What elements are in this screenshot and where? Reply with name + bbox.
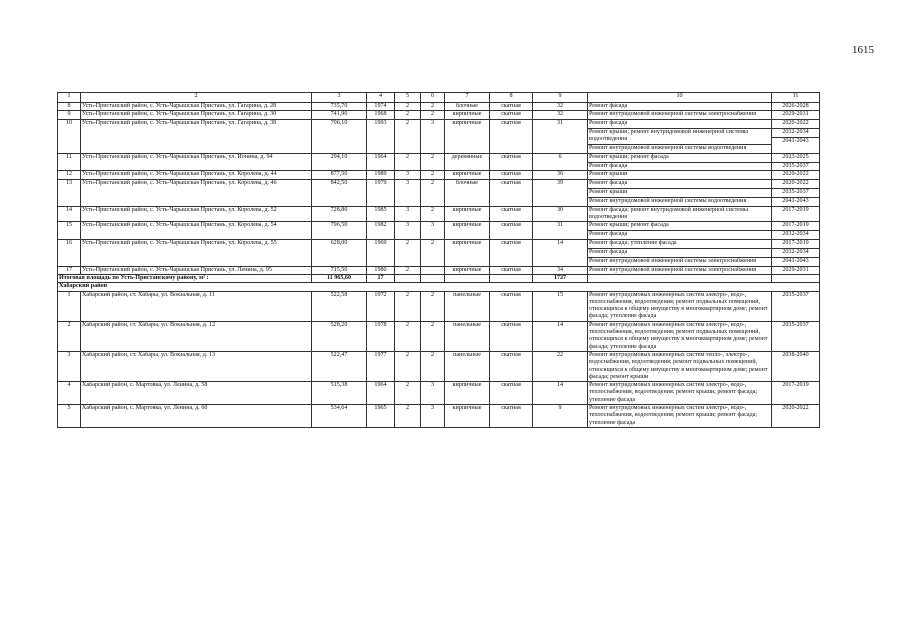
repair-period: 2038-2040 bbox=[782, 351, 809, 358]
residents-count: 14 bbox=[533, 239, 588, 266]
total-count: 17 bbox=[367, 274, 395, 282]
repair-work: Ремонт внутридомовых инженерных систем электро-, водо-, теплоснабжения, водоотведения; ремонт подвальных помещений, относящихся к общему имуществу в многоквартирном доме; ремонт фасада; утепление фасада bbox=[589, 321, 768, 350]
roof-type: скатная bbox=[490, 222, 533, 240]
table-row bbox=[58, 266, 820, 274]
building-area: 741,90 bbox=[312, 111, 367, 119]
building-address: Усть-Пристанский район, с. Усть-Чарышская Пристань, ул. Королева, д. 46 bbox=[81, 179, 312, 206]
roof-type: скатная bbox=[490, 153, 533, 171]
repair-period: 2020-2022 bbox=[782, 404, 809, 411]
building-address: Усть-Пристанский район, с. Усть-Чарышская Пристань, ул. Королева, д. 54 bbox=[81, 222, 312, 240]
repair-period-cell bbox=[772, 404, 820, 427]
build-year: 1977 bbox=[367, 351, 395, 381]
entrances-count: 2 bbox=[421, 291, 445, 321]
wall-material: деревянные bbox=[445, 153, 490, 171]
row-number: 16 bbox=[58, 239, 81, 266]
table-row bbox=[58, 111, 820, 119]
row-number: 11 bbox=[58, 153, 81, 171]
floors-count: 2 bbox=[395, 119, 421, 153]
repair-period-cell bbox=[772, 179, 820, 206]
table-row bbox=[58, 103, 820, 111]
wall-material: кирпичные bbox=[445, 206, 490, 222]
repair-period: 2023-2025 bbox=[782, 153, 809, 160]
column-header: 11 bbox=[772, 93, 820, 103]
entrances-count: 3 bbox=[421, 404, 445, 427]
repair-work: Ремонт внутридомовой инженерной системы электроснабжения bbox=[588, 257, 771, 265]
roof-type: скатная bbox=[490, 111, 533, 119]
repair-period-cell bbox=[772, 382, 820, 405]
repair-work: Ремонт внутридомовых инженерных систем тепло-, электро-, водоснабжения, водоотведения; ремонт подвальных помещений, относящихся к общему имуществу в многоквартирном доме; ремонт фасада; ремонт крыши bbox=[589, 351, 768, 380]
build-year: 1993 bbox=[367, 119, 395, 153]
building-address: Хабарский район, с. Мартовка, ул. Ленина, д. 60 bbox=[81, 404, 312, 427]
residents-count: 34 bbox=[533, 266, 588, 274]
repair-works-cell bbox=[588, 222, 772, 240]
repair-works-cell bbox=[588, 404, 772, 427]
row-number: 2 bbox=[58, 321, 81, 351]
entrances-count: 2 bbox=[421, 351, 445, 381]
repair-work: Ремонт внутридомовой инженерной системы электроснабжения bbox=[589, 111, 757, 118]
build-year: 1980 bbox=[367, 266, 395, 274]
wall-material: блочные bbox=[445, 103, 490, 111]
building-area: 796,50 bbox=[312, 222, 367, 240]
floors-count: 2 bbox=[395, 111, 421, 119]
district-name: Хабарский район bbox=[58, 283, 820, 291]
repair-work: Ремонт фасада; ремонт внутридомовой инженерной системы водоотведения bbox=[589, 206, 748, 220]
roof-type: скатная bbox=[490, 351, 533, 381]
table-row bbox=[58, 179, 820, 206]
repair-period: 2029-2031 bbox=[782, 266, 809, 273]
wall-material: панельные bbox=[445, 351, 490, 381]
repair-work: Ремонт внутридомовых инженерных систем электро-, водо-, теплоснабжения, водоотведения; ремонт подвальных помещений, относящихся к общему имуществу в многоквартирном доме; ремонт фасада; утепление фасада bbox=[589, 291, 768, 320]
repair-work: Ремонт фасада bbox=[588, 162, 771, 170]
repair-works-cell bbox=[588, 351, 772, 381]
roof-type: скатная bbox=[490, 321, 533, 351]
table-row bbox=[58, 404, 820, 427]
column-header: 5 bbox=[395, 93, 421, 103]
residents-count: 31 bbox=[533, 222, 588, 240]
residents-count: 30 bbox=[533, 206, 588, 222]
table-row bbox=[58, 222, 820, 240]
floors-count: 3 bbox=[395, 222, 421, 240]
floors-count: 2 bbox=[395, 382, 421, 405]
repair-period-cell bbox=[772, 119, 820, 153]
entrances-count: 2 bbox=[421, 321, 445, 351]
repair-work: Ремонт фасада bbox=[589, 119, 628, 126]
repair-work: Ремонт внутридомовой инженерной системы водоотведения bbox=[588, 197, 771, 205]
repair-work: Ремонт крыши; ремонт внутридомовой инженерной системы водоотведения bbox=[588, 128, 771, 144]
repair-period-cell bbox=[772, 153, 820, 171]
repair-works-cell bbox=[588, 321, 772, 351]
column-header: 7 bbox=[445, 93, 490, 103]
building-area: 706,10 bbox=[312, 119, 367, 153]
column-header: 3 bbox=[312, 93, 367, 103]
building-address: Усть-Пристанский район, с. Усть-Чарышская Пристань, ул. Королева, д. 52 bbox=[81, 206, 312, 222]
table-row bbox=[58, 171, 820, 179]
repair-period: 2029-2031 bbox=[782, 111, 809, 118]
table-row bbox=[58, 153, 820, 171]
row-number: 5 bbox=[58, 404, 81, 427]
roof-type: скатная bbox=[490, 119, 533, 153]
build-year: 1985 bbox=[367, 206, 395, 222]
repair-period: 2020-2022 bbox=[782, 171, 809, 178]
floors-count: 2 bbox=[395, 351, 421, 381]
table-row bbox=[58, 206, 820, 222]
residents-count: 32 bbox=[533, 111, 588, 119]
wall-material: кирпичные bbox=[445, 119, 490, 153]
floors-count: 2 bbox=[395, 404, 421, 427]
repair-works-cell bbox=[588, 179, 772, 206]
table-row bbox=[58, 382, 820, 405]
floors-count: 2 bbox=[395, 103, 421, 111]
repair-period-cell bbox=[772, 222, 820, 240]
row-number: 17 bbox=[58, 266, 81, 274]
residents-count: 36 bbox=[533, 171, 588, 179]
building-area: 735,70 bbox=[312, 103, 367, 111]
build-year: 1978 bbox=[367, 321, 395, 351]
building-address: Усть-Пристанский район, с. Усть-Чарышская Пристань, ул. Королева, д. 44 bbox=[81, 171, 312, 179]
empty-cell bbox=[421, 274, 445, 282]
entrances-count: 3 bbox=[421, 119, 445, 153]
roof-type: скатная bbox=[490, 239, 533, 266]
residents-count: 22 bbox=[533, 351, 588, 381]
building-address: Хабарский район, ст. Хабары, ул. Вокзальная, д. 11 bbox=[81, 291, 312, 321]
repair-work: Ремонт внутридомовой инженерной системы водоотведения bbox=[588, 144, 771, 152]
repair-period: 2035-2037 bbox=[782, 291, 809, 298]
repair-period: 2032-2034 bbox=[772, 230, 819, 238]
repair-work: Ремонт крыши; ремонт фасада bbox=[589, 222, 669, 229]
repair-work: Ремонт фасада; утепление фасада bbox=[589, 239, 677, 246]
column-header: 1 bbox=[58, 93, 81, 103]
column-header: 4 bbox=[367, 93, 395, 103]
row-number: 8 bbox=[58, 103, 81, 111]
empty-cell bbox=[588, 274, 772, 282]
repair-work: Ремонт фасада bbox=[589, 103, 628, 109]
repair-works-cell bbox=[588, 103, 772, 111]
entrances-count: 2 bbox=[421, 103, 445, 111]
repair-work: Ремонт внутридомовой инженерной системы электроснабжения bbox=[589, 266, 757, 273]
floors-count: 2 bbox=[395, 153, 421, 171]
entrances-count: 2 bbox=[421, 179, 445, 206]
building-area: 294,10 bbox=[312, 153, 367, 171]
build-year: 1974 bbox=[367, 103, 395, 111]
build-year: 1989 bbox=[367, 171, 395, 179]
repair-works-cell bbox=[588, 206, 772, 222]
roof-type: скатная bbox=[490, 103, 533, 111]
repair-period: 2017-2019 bbox=[782, 382, 809, 389]
floors-count: 2 bbox=[395, 239, 421, 266]
roof-type: скатная bbox=[490, 404, 533, 427]
row-number: 15 bbox=[58, 222, 81, 240]
repair-period: 2041-2043 bbox=[772, 197, 819, 205]
repair-work: Ремонт внутридомовых инженерных систем электро-, водо-, теплоснабжения, водоотведения; ремонт крыши; ремонт фасада; утепление фасада bbox=[589, 382, 758, 403]
build-year: 1969 bbox=[367, 239, 395, 266]
repair-work: Ремонт крыши bbox=[589, 171, 628, 178]
repair-period: 2020-2022 bbox=[782, 179, 809, 186]
wall-material: кирпичные bbox=[445, 171, 490, 179]
repair-period: 2035-2037 bbox=[782, 321, 809, 328]
building-area: 528,20 bbox=[312, 321, 367, 351]
building-address: Хабарский район, ст. Хабары, ул. Вокзальная, д. 13 bbox=[81, 351, 312, 381]
repair-period: 2026-2028 bbox=[782, 103, 809, 109]
building-area: 534,64 bbox=[312, 404, 367, 427]
entrances-count: 2 bbox=[421, 153, 445, 171]
building-address: Хабарский район, ст. Хабары, ул. Вокзальная, д. 12 bbox=[81, 321, 312, 351]
district-header-row bbox=[58, 283, 820, 291]
residents-count: 31 bbox=[533, 119, 588, 153]
repair-works-cell bbox=[588, 239, 772, 266]
repair-work: Ремонт фасада bbox=[589, 179, 628, 186]
repair-works-cell bbox=[588, 153, 772, 171]
housing-repair-table bbox=[57, 92, 820, 428]
building-area: 628,00 bbox=[312, 239, 367, 266]
entrances-count: 3 bbox=[421, 222, 445, 240]
build-year: 1979 bbox=[367, 179, 395, 206]
repair-period: 2017-2019 bbox=[782, 222, 809, 229]
roof-type: скатная bbox=[490, 291, 533, 321]
total-label: Итоговая площадь по Усть-Пристанскому району, м² : bbox=[58, 274, 312, 282]
repair-period: 2017-2019 bbox=[782, 206, 809, 213]
entrances-count: 2 bbox=[421, 171, 445, 179]
building-area: 728,80 bbox=[312, 206, 367, 222]
repair-period-cell bbox=[772, 351, 820, 381]
floors-count: 2 bbox=[395, 321, 421, 351]
floors-count: 2 bbox=[395, 291, 421, 321]
wall-material: кирпичные bbox=[445, 239, 490, 266]
wall-material: панельные bbox=[445, 291, 490, 321]
build-year: 1972 bbox=[367, 291, 395, 321]
repair-work: Ремонт фасада bbox=[588, 248, 771, 256]
build-year: 1982 bbox=[367, 222, 395, 240]
repair-works-cell bbox=[588, 171, 772, 179]
column-header: 8 bbox=[490, 93, 533, 103]
roof-type: скатная bbox=[490, 382, 533, 405]
repair-period-cell bbox=[772, 291, 820, 321]
column-header: 10 bbox=[588, 93, 772, 103]
entrances-count: 2 bbox=[421, 206, 445, 222]
roof-type: скатная bbox=[490, 179, 533, 206]
table-row bbox=[58, 119, 820, 153]
building-area: 515,38 bbox=[312, 382, 367, 405]
table-row bbox=[58, 291, 820, 321]
build-year: 1964 bbox=[367, 382, 395, 405]
entrances-count bbox=[421, 266, 445, 274]
roof-type: скатная bbox=[490, 266, 533, 274]
roof-type: скатная bbox=[490, 206, 533, 222]
empty-cell bbox=[772, 274, 820, 282]
repair-period: 2032-2034 bbox=[772, 248, 819, 256]
building-address: Хабарский район, с. Мартовка, ул. Ленина, д. 58 bbox=[81, 382, 312, 405]
total-area: 11 965,60 bbox=[312, 274, 367, 282]
floors-count: 2 bbox=[395, 266, 421, 274]
repair-works-cell bbox=[588, 111, 772, 119]
building-address: Усть-Пристанский район, с. Усть-Чарышская Пристань, ул. Гагарина, д. 30 bbox=[81, 111, 312, 119]
repair-period-cell bbox=[772, 171, 820, 179]
building-area: 522,58 bbox=[312, 291, 367, 321]
row-number: 4 bbox=[58, 382, 81, 405]
building-address: Усть-Пристанский район, с. Усть-Чарышская Пристань, ул. Королева, д. 55 bbox=[81, 239, 312, 266]
building-area: 842,50 bbox=[312, 179, 367, 206]
repair-period-cell bbox=[772, 103, 820, 111]
repair-work: Ремонт крыши bbox=[588, 188, 771, 196]
residents-count: 39 bbox=[533, 179, 588, 206]
residents-count: 14 bbox=[533, 321, 588, 351]
row-number: 1 bbox=[58, 291, 81, 321]
column-header: 2 bbox=[81, 93, 312, 103]
empty-cell bbox=[490, 274, 533, 282]
column-header: 6 bbox=[421, 93, 445, 103]
floors-count: 3 bbox=[395, 206, 421, 222]
floors-count: 3 bbox=[395, 179, 421, 206]
residents-count: 14 bbox=[533, 382, 588, 405]
residents-count: 6 bbox=[533, 153, 588, 171]
repair-period: 2035-2037 bbox=[772, 188, 819, 196]
column-header: 9 bbox=[533, 93, 588, 103]
residents-count: 32 bbox=[533, 103, 588, 111]
total-residents: 1727 bbox=[533, 274, 588, 282]
build-year: 1964 bbox=[367, 153, 395, 171]
wall-material: кирпичные bbox=[445, 266, 490, 274]
repair-period: 2032-2034 bbox=[772, 128, 819, 136]
build-year: 1968 bbox=[367, 111, 395, 119]
build-year: 1965 bbox=[367, 404, 395, 427]
wall-material: кирпичные bbox=[445, 404, 490, 427]
page-number: 1615 bbox=[852, 44, 874, 56]
repair-period-cell bbox=[772, 206, 820, 222]
building-address: Усть-Пристанский район, с. Усть-Чарышская Пристань, ул. Ионина, д. 94 bbox=[81, 153, 312, 171]
row-number: 13 bbox=[58, 179, 81, 206]
wall-material: кирпичные bbox=[445, 222, 490, 240]
repair-period: 2020-2022 bbox=[782, 119, 809, 126]
row-number: 14 bbox=[58, 206, 81, 222]
building-area: 522,47 bbox=[312, 351, 367, 381]
wall-material: панельные bbox=[445, 321, 490, 351]
wall-material: блочные bbox=[445, 179, 490, 206]
entrances-count: 2 bbox=[421, 239, 445, 266]
repair-works-cell bbox=[588, 119, 772, 153]
repair-period-cell bbox=[772, 111, 820, 119]
wall-material: кирпичные bbox=[445, 382, 490, 405]
repair-work: Ремонт крыши; ремонт фасада bbox=[589, 153, 669, 160]
entrances-count: 3 bbox=[421, 382, 445, 405]
repair-work: Ремонт внутридомовых инженерных систем электро-, водо-, теплоснабжения, водоотведения; ремонт крыши; ремонт фасада; утепление фасада bbox=[589, 404, 758, 426]
row-number: 10 bbox=[58, 119, 81, 153]
repair-period-cell bbox=[772, 266, 820, 274]
building-address: Усть-Пристанский район, с. Усть-Чарышская Пристань, ул. Гагарина, д. 38 bbox=[81, 119, 312, 153]
building-address: Усть-Пристанский район, с. Усть-Чарышская Пристань, ул. Гагарина, д. 28 bbox=[81, 103, 312, 111]
repair-works-cell bbox=[588, 382, 772, 405]
building-area: 877,50 bbox=[312, 171, 367, 179]
repair-work: Ремонт фасада bbox=[588, 230, 771, 238]
residents-count: 9 bbox=[533, 404, 588, 427]
residents-count: 15 bbox=[533, 291, 588, 321]
table-row bbox=[58, 239, 820, 266]
repair-period-cell bbox=[772, 239, 820, 266]
entrances-count: 2 bbox=[421, 111, 445, 119]
building-address: Усть-Пристанский район, с. Усть-Чарышская Пристань, ул. Ленина, д. 95 bbox=[81, 266, 312, 274]
row-number: 3 bbox=[58, 351, 81, 381]
wall-material: кирпичные bbox=[445, 111, 490, 119]
repair-period-cell bbox=[772, 321, 820, 351]
repair-works-cell bbox=[588, 266, 772, 274]
empty-cell bbox=[395, 274, 421, 282]
repair-period: 2041-2043 bbox=[772, 137, 819, 145]
repair-period: 2017-2019 bbox=[782, 239, 809, 246]
repair-period: 2041-2043 bbox=[772, 257, 819, 265]
repair-period: 2035-2037 bbox=[772, 162, 819, 170]
floors-count: 3 bbox=[395, 171, 421, 179]
district-total-row bbox=[58, 274, 820, 282]
table-row bbox=[58, 351, 820, 381]
column-number-header-row bbox=[58, 93, 820, 103]
empty-cell bbox=[445, 274, 490, 282]
roof-type: скатная bbox=[490, 171, 533, 179]
row-number: 12 bbox=[58, 171, 81, 179]
building-area: 715,50 bbox=[312, 266, 367, 274]
row-number: 9 bbox=[58, 111, 81, 119]
repair-works-cell bbox=[588, 291, 772, 321]
table-row bbox=[58, 321, 820, 351]
